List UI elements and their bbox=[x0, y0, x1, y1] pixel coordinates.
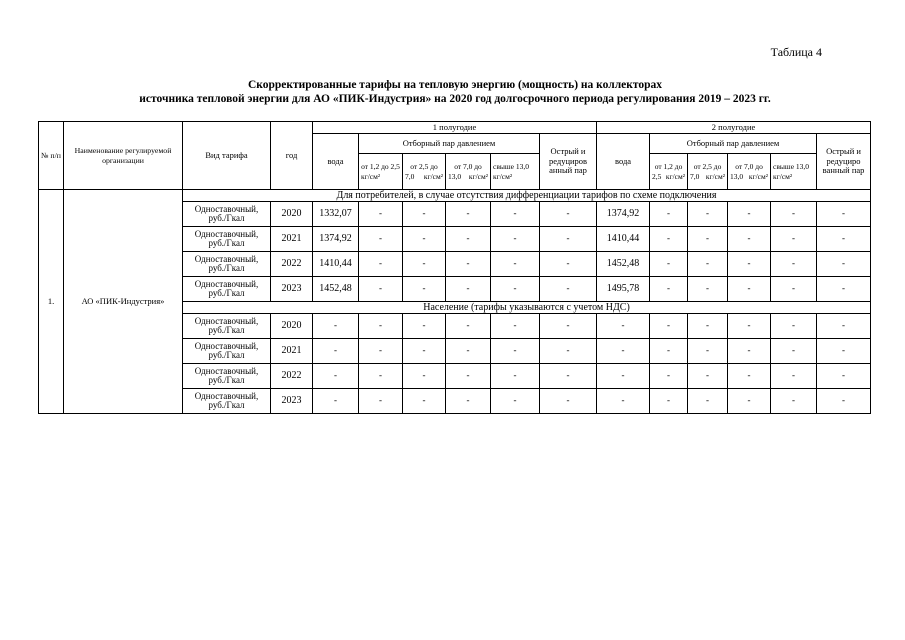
value-cell: - bbox=[728, 314, 771, 339]
h1-water-value: 1410,44 bbox=[313, 252, 359, 277]
value-cell: - bbox=[446, 339, 491, 364]
h2-water-value: - bbox=[597, 364, 650, 389]
tariff-type-cell: Одноставочный, руб./Гкал bbox=[183, 364, 271, 389]
header-tariff-type: Вид тарифа bbox=[183, 122, 271, 190]
h1-water-value: 1332,07 bbox=[313, 202, 359, 227]
value-cell: - bbox=[688, 277, 728, 302]
value-cell: - bbox=[359, 314, 403, 339]
h1-water-value: - bbox=[313, 389, 359, 414]
value-cell: - bbox=[728, 202, 771, 227]
header-h2-p3: от 7,0 до 13,0 кг/см² bbox=[728, 154, 771, 190]
header-year: год bbox=[271, 122, 313, 190]
h2-water-value: 1374,92 bbox=[597, 202, 650, 227]
h2-water-value: - bbox=[597, 339, 650, 364]
value-cell: - bbox=[491, 202, 540, 227]
value-cell: - bbox=[403, 202, 446, 227]
value-cell: - bbox=[446, 389, 491, 414]
value-cell: - bbox=[650, 252, 688, 277]
value-cell: - bbox=[650, 314, 688, 339]
value-cell: - bbox=[403, 339, 446, 364]
header-h2-p1: от 1,2 до 2,5 кг/см² bbox=[650, 154, 688, 190]
value-cell: - bbox=[491, 364, 540, 389]
value-cell: - bbox=[688, 339, 728, 364]
value-cell: - bbox=[540, 339, 597, 364]
value-cell: - bbox=[688, 227, 728, 252]
value-cell: - bbox=[540, 364, 597, 389]
value-cell: - bbox=[359, 227, 403, 252]
value-cell: - bbox=[771, 364, 817, 389]
header-h1-water: вода bbox=[313, 134, 359, 190]
h1-water-value: 1452,48 bbox=[313, 277, 359, 302]
value-cell: - bbox=[650, 364, 688, 389]
year-cell: 2021 bbox=[271, 227, 313, 252]
title-line-2: источника тепловой энергии для АО «ПИК-Индустрия» на 2020 год долгосрочного периода регулирования 2019 – 2023 гг. bbox=[139, 93, 771, 105]
year-cell: 2022 bbox=[271, 364, 313, 389]
h1-water-value: - bbox=[313, 339, 359, 364]
title-line-1: Скорректированные тарифы на тепловую энергию (мощность) на коллекторах bbox=[247, 79, 663, 91]
value-cell: - bbox=[688, 314, 728, 339]
year-cell: 2020 bbox=[271, 314, 313, 339]
value-cell: - bbox=[446, 364, 491, 389]
value-cell: - bbox=[446, 227, 491, 252]
value-cell: - bbox=[403, 277, 446, 302]
value-cell: - bbox=[403, 252, 446, 277]
h2-water-value: - bbox=[597, 389, 650, 414]
h1-water-value: - bbox=[313, 314, 359, 339]
value-cell: - bbox=[817, 277, 871, 302]
tariff-type-cell: Одноставочный, руб./Гкал bbox=[183, 252, 271, 277]
value-cell: - bbox=[540, 389, 597, 414]
year-cell: 2022 bbox=[271, 252, 313, 277]
h2-water-value: 1495,78 bbox=[597, 277, 650, 302]
value-cell: - bbox=[491, 277, 540, 302]
value-cell: - bbox=[650, 339, 688, 364]
value-cell: - bbox=[540, 314, 597, 339]
header-h1-p4: свыше 13,0 кг/см² bbox=[491, 154, 540, 190]
value-cell: - bbox=[540, 227, 597, 252]
value-cell: - bbox=[359, 252, 403, 277]
h2-water-value: 1452,48 bbox=[597, 252, 650, 277]
value-cell: - bbox=[771, 277, 817, 302]
value-cell: - bbox=[540, 252, 597, 277]
header-h2-p2: от 2,5 до 7,0 кг/см² bbox=[688, 154, 728, 190]
value-cell: - bbox=[446, 252, 491, 277]
header-h1-p1: от 1,2 до 2,5 кг/см² bbox=[359, 154, 403, 190]
year-cell: 2023 bbox=[271, 277, 313, 302]
h1-water-value: 1374,92 bbox=[313, 227, 359, 252]
value-cell: - bbox=[403, 227, 446, 252]
value-cell: - bbox=[728, 364, 771, 389]
value-cell: - bbox=[728, 227, 771, 252]
h2-water-value: - bbox=[597, 314, 650, 339]
value-cell: - bbox=[728, 339, 771, 364]
org-number: 1. bbox=[39, 190, 64, 414]
value-cell: - bbox=[688, 364, 728, 389]
tariff-type-cell: Одноставочный, руб./Гкал bbox=[183, 339, 271, 364]
tariff-type-cell: Одноставочный, руб./Гкал bbox=[183, 277, 271, 302]
value-cell: - bbox=[491, 339, 540, 364]
value-cell: - bbox=[728, 389, 771, 414]
value-cell: - bbox=[650, 202, 688, 227]
value-cell: - bbox=[359, 202, 403, 227]
value-cell: - bbox=[771, 202, 817, 227]
value-cell: - bbox=[817, 227, 871, 252]
value-cell: - bbox=[688, 252, 728, 277]
value-cell: - bbox=[540, 202, 597, 227]
value-cell: - bbox=[771, 227, 817, 252]
tariff-type-cell: Одноставочный, руб./Гкал bbox=[183, 202, 271, 227]
year-cell: 2020 bbox=[271, 202, 313, 227]
value-cell: - bbox=[491, 389, 540, 414]
value-cell: - bbox=[688, 202, 728, 227]
value-cell: - bbox=[650, 389, 688, 414]
h2-water-value: 1410,44 bbox=[597, 227, 650, 252]
value-cell: - bbox=[540, 277, 597, 302]
year-cell: 2023 bbox=[271, 389, 313, 414]
header-h2-water: вода bbox=[597, 134, 650, 190]
value-cell: - bbox=[771, 339, 817, 364]
value-cell: - bbox=[650, 277, 688, 302]
value-cell: - bbox=[817, 389, 871, 414]
value-cell: - bbox=[817, 314, 871, 339]
section-title: Население (тарифы указываются с учетом НДС) bbox=[183, 302, 871, 314]
value-cell: - bbox=[728, 252, 771, 277]
value-cell: - bbox=[650, 227, 688, 252]
h1-water-value: - bbox=[313, 364, 359, 389]
value-cell: - bbox=[491, 252, 540, 277]
table-number: Таблица 4 bbox=[770, 45, 822, 59]
value-cell: - bbox=[359, 389, 403, 414]
header-h1-p3: от 7,0 до 13,0 кг/см² bbox=[446, 154, 491, 190]
value-cell: - bbox=[817, 252, 871, 277]
tariff-table-body bbox=[39, 190, 871, 414]
header-h1-sharp-steam: Острый и редуциров анный пар bbox=[540, 134, 597, 190]
value-cell: - bbox=[817, 202, 871, 227]
section-title: Для потребителей, в случае отсутствия дифференциации тарифов по схеме подключения bbox=[183, 190, 871, 202]
header-half-1: 1 полугодие bbox=[313, 122, 597, 134]
value-cell: - bbox=[446, 202, 491, 227]
header-org: Наименование регулируемой организации bbox=[64, 122, 183, 190]
tariff-type-cell: Одноставочный, руб./Гкал bbox=[183, 227, 271, 252]
document-title bbox=[40, 78, 870, 106]
value-cell: - bbox=[403, 389, 446, 414]
value-cell: - bbox=[771, 252, 817, 277]
value-cell: - bbox=[817, 339, 871, 364]
header-h2-sharp-steam: Острый и редуциро ванный пар bbox=[817, 134, 871, 190]
header-h1-p2: от 2,5 до 7,0 кг/см² bbox=[403, 154, 446, 190]
value-cell: - bbox=[446, 314, 491, 339]
tariff-type-cell: Одноставочный, руб./Гкал bbox=[183, 314, 271, 339]
tariff-table bbox=[38, 121, 871, 414]
tariff-type-cell: Одноставочный, руб./Гкал bbox=[183, 389, 271, 414]
header-num: № п/п bbox=[39, 122, 64, 190]
header-h1-steam: Отборный пар давлением bbox=[359, 134, 540, 154]
year-cell: 2021 bbox=[271, 339, 313, 364]
value-cell: - bbox=[403, 314, 446, 339]
header-h2-steam: Отборный пар давлением bbox=[650, 134, 817, 154]
value-cell: - bbox=[771, 314, 817, 339]
org-name: АО «ПИК-Индустрия» bbox=[64, 190, 183, 414]
value-cell: - bbox=[359, 364, 403, 389]
value-cell: - bbox=[771, 389, 817, 414]
value-cell: - bbox=[403, 364, 446, 389]
value-cell: - bbox=[728, 277, 771, 302]
value-cell: - bbox=[688, 389, 728, 414]
value-cell: - bbox=[817, 364, 871, 389]
value-cell: - bbox=[491, 227, 540, 252]
header-h2-p4: свыше 13,0 кг/см² bbox=[771, 154, 817, 190]
header-half-2: 2 полугодие bbox=[597, 122, 871, 134]
value-cell: - bbox=[491, 314, 540, 339]
value-cell: - bbox=[359, 339, 403, 364]
value-cell: - bbox=[446, 277, 491, 302]
value-cell: - bbox=[359, 277, 403, 302]
